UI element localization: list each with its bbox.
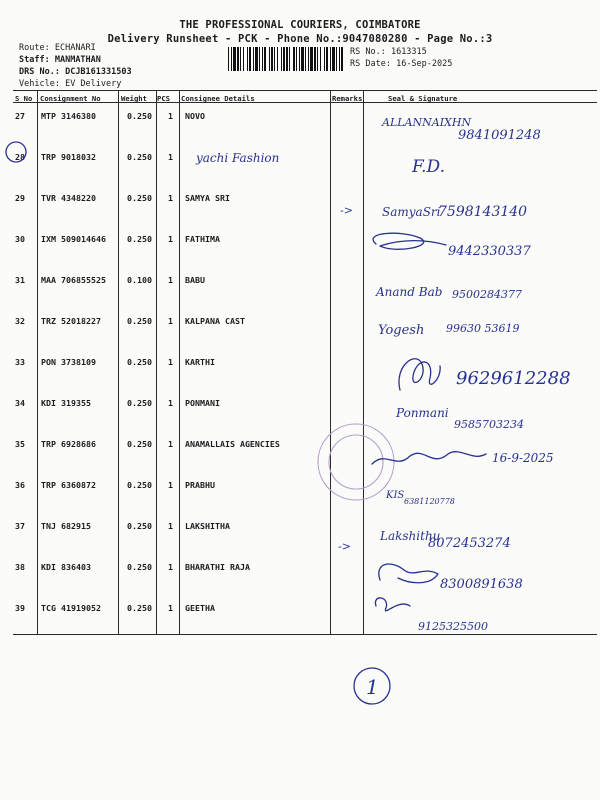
pcs-value: 1 — [168, 603, 173, 613]
barcode-bar — [320, 47, 321, 71]
pcs-value: 1 — [168, 521, 173, 531]
sign-38-phone: 8300891638 — [440, 577, 523, 592]
consignment-no: PON 3738109 — [41, 357, 96, 367]
table-row — [13, 103, 597, 144]
weight-value: 0.250 — [127, 480, 152, 490]
consignment-no: KDI 319355 — [41, 398, 91, 408]
sign-30-phone: 9442330337 — [448, 244, 531, 259]
sign-29-phone: 7598143140 — [438, 204, 528, 220]
staff-label: Staff: — [19, 55, 50, 65]
remark-29-arrow: -> — [340, 204, 353, 217]
table-row — [13, 349, 597, 390]
barcode-bar — [253, 47, 254, 71]
barcode-bar — [274, 47, 275, 71]
sign-36-note: KIS — [386, 490, 405, 501]
barcode-bar — [286, 47, 288, 71]
pcs-value: 1 — [168, 480, 173, 490]
barcode-bar — [310, 47, 313, 71]
sign-35-date: 16-9-2025 — [492, 451, 554, 465]
weight-value: 0.250 — [127, 152, 152, 162]
pcs-value: 1 — [168, 193, 173, 203]
sign-39-phone: 9125325500 — [418, 620, 488, 633]
sign-27-phone: 9841091248 — [458, 128, 541, 143]
table-row — [13, 390, 597, 431]
sign-32-phone: 99630 53619 — [446, 322, 520, 335]
page-number-mark: 1 — [366, 675, 379, 699]
barcode-bar — [308, 47, 309, 71]
table-row — [13, 144, 597, 185]
consignee-name: KALPANA CAST — [185, 316, 245, 326]
barcode-bar — [339, 47, 340, 71]
route-value: ECHANARI — [54, 43, 96, 53]
weight-value: 0.100 — [127, 275, 152, 285]
consignment-no: TRP 6360872 — [41, 480, 96, 490]
weight-value: 0.250 — [127, 111, 152, 121]
row-sno: 30 — [15, 234, 25, 244]
pcs-value: 1 — [168, 357, 173, 367]
runsheet-subtitle: Delivery Runsheet - PCK - Phone No.:9047080280 - Page No.:3 — [107, 33, 493, 45]
company-title: THE PROFESSIONAL COURIERS, COIMBATORE — [179, 19, 421, 31]
table-row — [13, 226, 597, 267]
weight-value: 0.250 — [127, 193, 152, 203]
consignee-name: GEETHA — [185, 603, 215, 613]
table-row — [13, 431, 597, 472]
row-sno: 29 — [15, 193, 25, 203]
weight-value: 0.250 — [127, 439, 152, 449]
barcode-bar — [341, 47, 343, 71]
consignment-no: MTP 3146380 — [41, 111, 96, 121]
sign-31-name: Anand Bab — [376, 285, 443, 299]
consignee-name: BHARATHI RAJA — [185, 562, 250, 572]
vehicle-line — [19, 79, 121, 89]
barcode-bar — [324, 47, 325, 71]
barcode-bar — [240, 47, 241, 71]
row-sno: 35 — [15, 439, 25, 449]
barcode-bar — [299, 47, 300, 71]
sign-37-name: Lakshithu — [380, 529, 441, 543]
rs-no-line — [350, 47, 427, 57]
sign-33-phone: 9629612288 — [456, 368, 571, 389]
sign-27-name: ALLANNAIXHN — [382, 116, 472, 129]
barcode-bar — [233, 47, 236, 71]
table-row — [13, 267, 597, 308]
rs-date-label: RS Date: — [350, 59, 391, 69]
sign-37-phone: 8072453274 — [428, 536, 511, 551]
remark-37-arrow: -> — [338, 540, 351, 553]
sign-31-phone: 9500284377 — [452, 288, 522, 301]
weight-value: 0.250 — [127, 521, 152, 531]
consignee-28-handwritten: yachi Fashion — [196, 151, 280, 165]
vehicle-value: EV Delivery — [65, 79, 122, 89]
row-sno: 28 — [15, 152, 25, 162]
barcode-bar — [228, 47, 229, 71]
barcode-bar — [336, 47, 337, 71]
weight-value: 0.250 — [127, 562, 152, 572]
consignment-no: IXM 509014646 — [41, 234, 106, 244]
consignment-no: TRZ 52018227 — [41, 316, 101, 326]
drs-label: DRS No.: — [19, 67, 60, 77]
header-consignment-no: Consignment No — [40, 94, 101, 103]
row-sno: 36 — [15, 480, 25, 490]
route-label: Route: — [19, 43, 50, 53]
consignee-name: LAKSHITHA — [185, 521, 230, 531]
consignment-no: TCG 41919052 — [41, 603, 101, 613]
consignment-no: TRP 9018032 — [41, 152, 96, 162]
consignment-no: TNJ 682915 — [41, 521, 91, 531]
consignee-name: PONMANI — [185, 398, 220, 408]
barcode-bar — [277, 47, 278, 71]
consignee-name: ANAMALLAIS AGENCIES — [185, 439, 280, 449]
table-row — [13, 595, 597, 636]
barcode-bar — [293, 47, 295, 71]
row-sno: 34 — [15, 398, 25, 408]
barcode-bar — [231, 47, 232, 71]
pcs-value: 1 — [168, 398, 173, 408]
table-row — [13, 554, 597, 595]
barcode-bar — [259, 47, 260, 71]
barcode-bar — [243, 47, 244, 71]
weight-value: 0.250 — [127, 357, 152, 367]
barcode-bar — [255, 47, 258, 71]
staff-line — [19, 55, 101, 65]
pcs-value: 1 — [168, 152, 173, 162]
header-remarks: Remarks — [332, 94, 363, 103]
barcode-bar — [326, 47, 328, 71]
pcs-value: 1 — [168, 316, 173, 326]
consignee-name: KARTHI — [185, 357, 215, 367]
pcs-value: 1 — [168, 275, 173, 285]
weight-value: 0.250 — [127, 398, 152, 408]
drs-value: DCJB161331503 — [65, 67, 132, 77]
consignment-no: TVR 4348220 — [41, 193, 96, 203]
sign-34-phone: 9585703234 — [454, 418, 524, 431]
staff-value: MANMATHAN — [54, 55, 101, 65]
barcode-image — [228, 47, 344, 71]
header-sno: S No — [15, 94, 33, 103]
barcode-bar — [264, 47, 266, 71]
weight-value: 0.250 — [127, 603, 152, 613]
row-sno: 31 — [15, 275, 25, 285]
row-sno: 27 — [15, 111, 25, 121]
vehicle-label: Vehicle: — [19, 79, 60, 89]
header-seal-signature: Seal & Signature — [388, 94, 458, 103]
barcode-bar — [237, 47, 239, 71]
barcode-bar — [314, 47, 316, 71]
table-row — [13, 513, 597, 554]
sign-29-name: SamyaSri — [382, 205, 441, 219]
sign-28-fd: F.D. — [412, 157, 445, 177]
table-row — [13, 308, 597, 349]
table-top-rule — [13, 90, 597, 91]
rs-date-line — [350, 59, 452, 69]
rs-no-label: RS No.: — [350, 47, 386, 57]
barcode-bar — [247, 47, 248, 71]
consignee-name: SAMYA SRI — [185, 193, 230, 203]
barcode-bar — [289, 47, 290, 71]
barcode-bar — [317, 47, 318, 71]
barcode-bar — [332, 47, 335, 71]
page-number-circle — [354, 668, 390, 704]
consignment-no: MAA 706855525 — [41, 275, 106, 285]
weight-value: 0.250 — [127, 234, 152, 244]
row-sno: 38 — [15, 562, 25, 572]
barcode-bar — [330, 47, 331, 71]
consignee-name: FATHIMA — [185, 234, 220, 244]
pcs-value: 1 — [168, 562, 173, 572]
table-row — [13, 185, 597, 226]
barcode-bar — [296, 47, 297, 71]
rs-no-value: 1613315 — [390, 47, 427, 57]
barcode-bar — [283, 47, 285, 71]
pcs-value: 1 — [168, 439, 173, 449]
barcode-bar — [262, 47, 263, 71]
barcode-bar — [305, 47, 306, 71]
row-sno: 32 — [15, 316, 25, 326]
consignee-name: NOVO — [185, 111, 205, 121]
drs-line — [19, 67, 132, 77]
pcs-value: 1 — [168, 234, 173, 244]
barcode-bar — [281, 47, 282, 71]
consignment-no: KDI 836403 — [41, 562, 91, 572]
consignee-name: PRABHU — [185, 480, 215, 490]
consignee-name: BABU — [185, 275, 205, 285]
header-weight: Weight — [121, 94, 147, 103]
row-sno: 37 — [15, 521, 25, 531]
barcode-bar — [249, 47, 251, 71]
row-sno: 33 — [15, 357, 25, 367]
sign-36-phone: 6381120778 — [404, 497, 455, 506]
weight-value: 0.250 — [127, 316, 152, 326]
sign-32-name: Yogesh — [378, 323, 425, 338]
barcode-bar — [271, 47, 273, 71]
sign-34-name: Ponmani — [396, 406, 449, 420]
header-pcs: PCS — [157, 94, 170, 103]
route-line — [19, 43, 96, 53]
barcode-bar — [269, 47, 270, 71]
consignment-no: TRP 6928686 — [41, 439, 96, 449]
barcode-bar — [301, 47, 304, 71]
rs-date-value: 16-Sep-2025 — [396, 59, 453, 69]
pcs-value: 1 — [168, 111, 173, 121]
row-sno: 39 — [15, 603, 25, 613]
header-consignee-details: Consignee Details — [181, 94, 255, 103]
table-row — [13, 472, 597, 513]
